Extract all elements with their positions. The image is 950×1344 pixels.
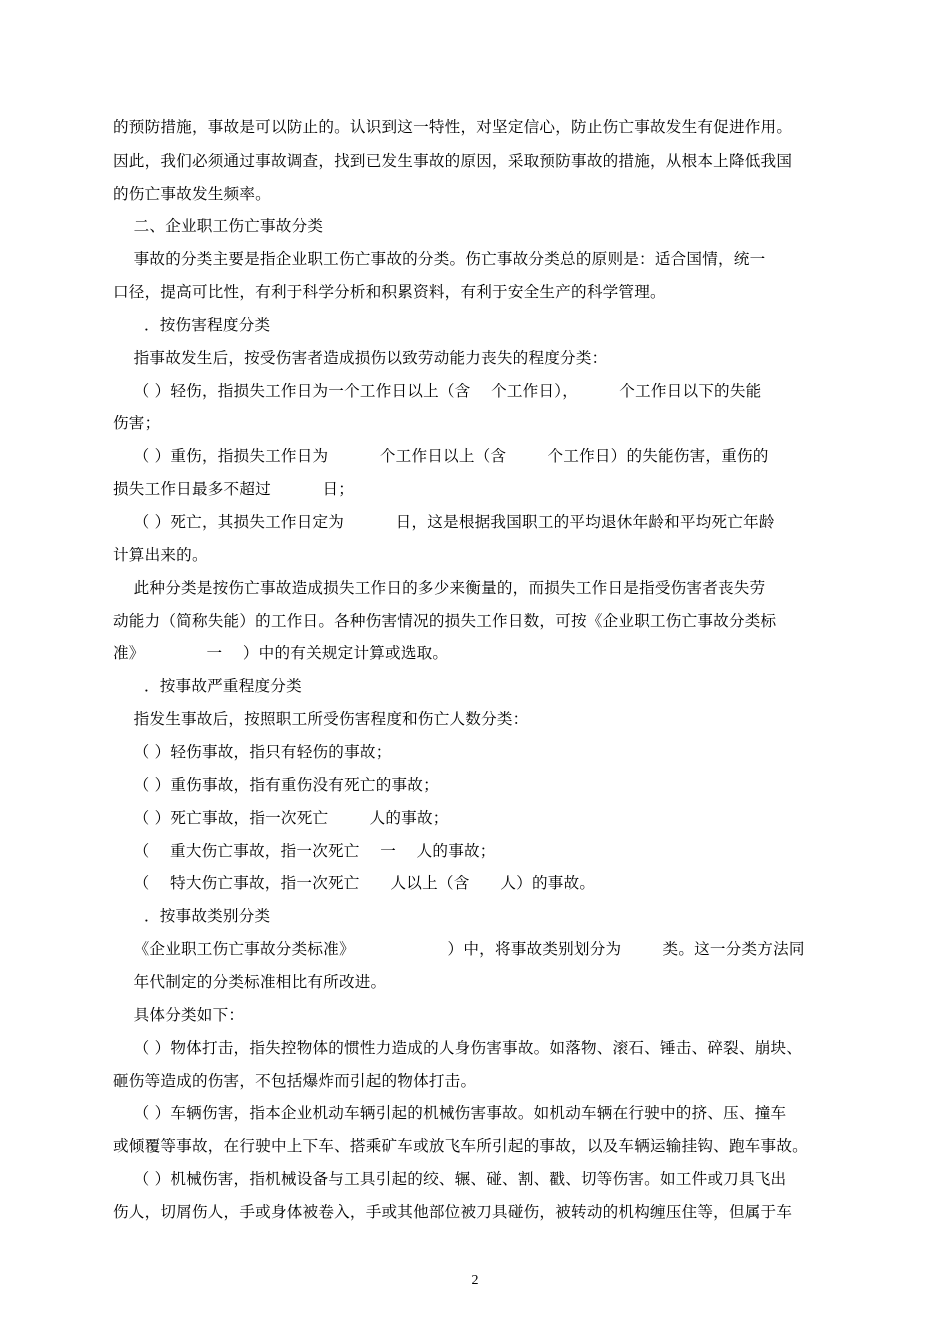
text-line: 的伤亡事故发生频率。 xyxy=(113,185,271,203)
text-line: 计算出来的。 xyxy=(113,546,208,564)
list-item: （ ）死亡，其损失工作日定为 日，这是根据我国职工的平均退休年龄和平均死亡年龄 xyxy=(113,513,775,531)
page-number: 2 xyxy=(471,1273,479,1288)
text-line: 或倾覆等事故，在行驶中上下车、搭乘矿车或放飞车所引起的事故，以及车辆运输挂钩、跑车事故。 xyxy=(113,1137,808,1155)
text-line: 损失工作日最多不超过 日； xyxy=(113,480,355,498)
text-line: 此种分类是按伤亡事故造成损失工作日的多少来衡量的，而损失工作日是指受伤害者丧失劳 xyxy=(113,579,766,597)
text-line: 因此，我们必须通过事故调查，找到已发生事故的原因，采取预防事故的措施，从根本上降低我国 xyxy=(113,152,793,170)
text-line: 伤害； xyxy=(113,414,161,432)
text-line: 事故的分类主要是指企业职工伤亡事故的分类。伤亡事故分类总的原则是：适合国情，统一 xyxy=(113,250,766,268)
list-item: （ 特大伤亡事故，指一次死亡 人以上（含 人）的事故。 xyxy=(113,874,596,892)
text-line: 口径，提高可比性，有利于科学分析和积累资料，有利于安全生产的科学管理。 xyxy=(113,283,666,301)
text-line: 的预防措施，事故是可以防止的。认识到这一特性，对坚定信心，防止伤亡事故发生有促进作用。 xyxy=(113,118,793,136)
subsection-heading: ．按伤害程度分类 xyxy=(113,316,271,334)
text-line: 指事故发生后，按受伤害者造成损伤以致劳动能力丧失的程度分类： xyxy=(113,349,608,367)
text-line: 砸伤等造成的伤害，不包括爆炸而引起的物体打击。 xyxy=(113,1072,477,1090)
text-line: 准》 一 ）中的有关规定计算或选取。 xyxy=(113,644,449,662)
subsection-heading: ．按事故严重程度分类 xyxy=(113,677,302,695)
list-item: （ ）物体打击，指失控物体的惯性力造成的人身伤害事故。如落物、滚石、锤击、碎裂、崩块、 xyxy=(113,1039,803,1057)
list-item: （ ）机械伤害，指机械设备与工具引起的绞、辗、碰、割、戳、切等伤害。如工件或刀具飞出 xyxy=(113,1170,787,1188)
text-line: 《企业职工伤亡事故分类标准》 ）中，将事故类别划分为 类。这一分类方法同 xyxy=(113,940,805,958)
text-line: 具体分类如下： xyxy=(113,1006,245,1024)
list-item: （ ）重伤事故，指有重伤没有死亡的事故； xyxy=(113,776,439,794)
list-item: （ ）死亡事故，指一次死亡 人的事故； xyxy=(113,809,449,827)
text-line: 年代制定的分类标准相比有所改进。 xyxy=(113,973,387,991)
list-item: （ 重大伤亡事故，指一次死亡 一 人的事故； xyxy=(113,842,496,860)
text-line: 动能力（简称失能）的工作日。各种伤害情况的损失工作日数，可按《企业职工伤亡事故分类标 xyxy=(113,612,777,630)
subsection-heading: ．按事故类别分类 xyxy=(113,907,271,925)
text-line: 伤人，切屑伤人，手或身体被卷入，手或其他部位被刀具碰伤，被转动的机构缠压住等，但属于车 xyxy=(113,1203,793,1221)
text-line: 指发生事故后，按照职工所受伤害程度和伤亡人数分类： xyxy=(113,710,529,728)
list-item: （ ）车辆伤害，指本企业机动车辆引起的机械伤害事故。如机动车辆在行驶中的挤、压、撞车 xyxy=(113,1104,787,1122)
list-item: （ ）轻伤事故，指只有轻伤的事故； xyxy=(113,743,392,761)
list-item: （ ）轻伤，指损失工作日为一个工作日以上（含 个工作日）， 个工作日以下的失能 xyxy=(113,382,762,400)
section-heading: 二、企业职工伤亡事故分类 xyxy=(113,217,324,235)
list-item: （ ）重伤，指损失工作日为 个工作日以上（含 个工作日）的失能伤害，重伤的 xyxy=(113,447,769,465)
